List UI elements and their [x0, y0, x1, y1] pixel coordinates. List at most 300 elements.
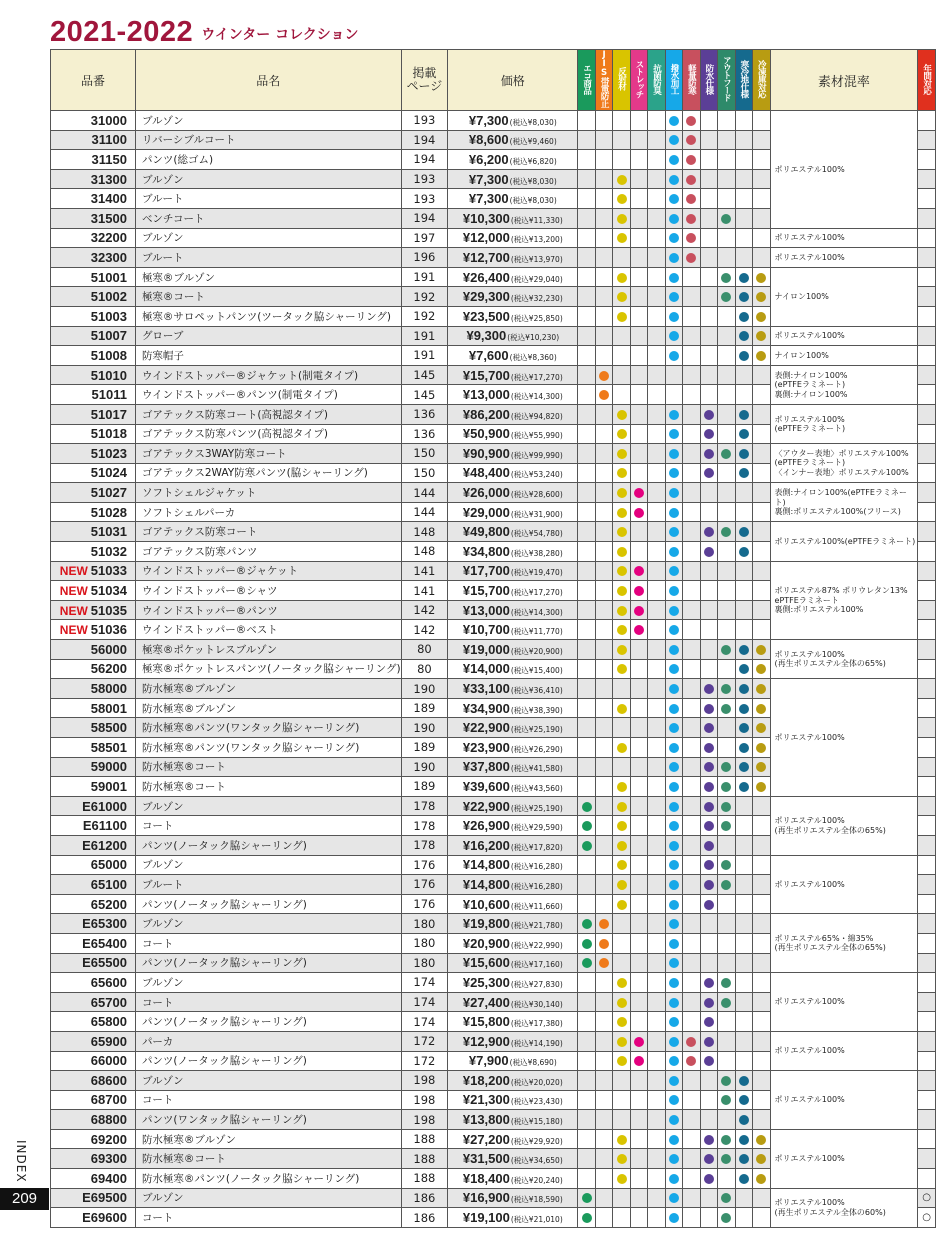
feature-cell — [665, 404, 682, 424]
feature-dot-icon — [617, 508, 627, 518]
feature-cell — [648, 444, 665, 464]
price: ¥90,900 — [462, 445, 510, 461]
product-name: 極寒®ブルゾン — [135, 267, 401, 287]
feature-cell — [595, 581, 612, 601]
feature-cell — [700, 600, 717, 620]
feature-cell — [735, 444, 752, 464]
product-name: コート — [135, 992, 401, 1012]
catalog-page: 144 — [401, 483, 448, 503]
tax-price: ¥8,690 — [527, 1058, 554, 1068]
tax-prefix: 税込 — [513, 470, 529, 480]
catalog-page: 191 — [401, 326, 448, 346]
feature-dot-icon — [599, 958, 609, 968]
year-round-cell — [918, 835, 936, 855]
year-round-cell — [918, 1129, 936, 1149]
tax-price: ¥8,030 — [527, 176, 554, 186]
material-line: ポリエステル100% — [774, 252, 845, 262]
feature-cell — [578, 1012, 595, 1032]
feature-cell — [683, 404, 700, 424]
feature-cell — [665, 620, 682, 640]
header-feature-label: エコ商品 — [581, 63, 592, 94]
feature-cell — [648, 522, 665, 542]
product-name: パンツ(ノータック脇シャーリング) — [135, 1051, 401, 1071]
tax-price: ¥53,240 — [528, 470, 560, 480]
feature-cell — [735, 169, 752, 189]
tax-prefix: 税込 — [513, 548, 529, 558]
year-round-cell — [918, 796, 936, 816]
tax-included-price: (税込¥20,240) — [510, 1175, 563, 1185]
price-cell — [448, 444, 578, 464]
tax-price: ¥54,780 — [528, 529, 560, 539]
feature-cell — [683, 385, 700, 405]
price: ¥26,900 — [462, 818, 510, 834]
catalog-page: 193 — [401, 169, 448, 189]
catalog-page: 192 — [401, 306, 448, 326]
price: ¥50,900 — [462, 426, 510, 442]
product-code: 51001 — [90, 269, 127, 285]
feature-cell — [683, 346, 700, 366]
feature-cell — [595, 640, 612, 660]
feature-cell — [735, 542, 752, 562]
price-cell — [448, 953, 578, 973]
feature-cell — [648, 816, 665, 836]
feature-cell — [578, 346, 595, 366]
feature-dot-icon — [756, 292, 766, 302]
feature-cell — [595, 894, 612, 914]
feature-dot-icon — [582, 841, 592, 851]
feature-cell — [578, 679, 595, 699]
feature-cell — [753, 679, 770, 699]
product-code: E61000 — [82, 798, 127, 814]
feature-cell — [630, 1208, 647, 1228]
feature-cell — [700, 738, 717, 758]
feature-cell — [735, 1169, 752, 1189]
feature-dot-icon — [617, 1174, 627, 1184]
feature-cell — [665, 835, 682, 855]
tax-included-price: (税込¥17,270) — [510, 372, 563, 382]
price-cell — [448, 816, 578, 836]
feature-cell — [700, 111, 717, 131]
product-code: E65500 — [82, 955, 127, 971]
table-body — [51, 111, 936, 1228]
feature-cell — [683, 1110, 700, 1130]
feature-cell — [630, 1051, 647, 1071]
feature-cell — [665, 875, 682, 895]
year-round-cell — [918, 150, 936, 170]
feature-cell — [648, 1090, 665, 1110]
product-code-cell — [51, 542, 136, 562]
tax-included-price: (税込¥25,190) — [510, 725, 563, 735]
feature-dot-icon — [756, 743, 766, 753]
material-line: ポリエステル65%・綿35% — [774, 933, 874, 943]
product-name: ゴアテックス3WAY防寒コート — [135, 444, 401, 464]
tax-price: ¥8,030 — [527, 196, 554, 206]
feature-cell — [630, 855, 647, 875]
feature-dot-icon — [669, 782, 679, 792]
feature-cell — [753, 796, 770, 816]
feature-cell — [718, 718, 735, 738]
feature-cell — [753, 1051, 770, 1071]
feature-dot-icon — [669, 1095, 679, 1105]
tax-price: ¥8,360 — [527, 352, 554, 362]
header-feature-label: 冷凍庫対応 — [756, 59, 767, 98]
price: ¥7,300 — [468, 191, 509, 207]
feature-cell — [665, 1129, 682, 1149]
feature-cell — [718, 1090, 735, 1110]
tax-prefix: 税込 — [513, 1175, 529, 1185]
feature-cell — [595, 169, 612, 189]
feature-cell — [718, 483, 735, 503]
feature-cell — [578, 1110, 595, 1130]
feature-cell — [718, 816, 735, 836]
feature-dot-icon — [634, 566, 644, 576]
feature-cell — [665, 640, 682, 660]
feature-cell — [578, 111, 595, 131]
feature-cell — [630, 463, 647, 483]
feature-dot-icon — [669, 566, 679, 576]
product-code-cell — [51, 1012, 136, 1032]
feature-cell — [595, 424, 612, 444]
year-round-cell — [918, 1110, 936, 1130]
feature-cell — [700, 522, 717, 542]
product-name: 防水極寒®パンツ(ワンタック脇シャーリング) — [135, 738, 401, 758]
year-round-cell — [918, 1012, 936, 1032]
feature-cell — [753, 1090, 770, 1110]
feature-cell — [735, 953, 752, 973]
product-code-cell — [51, 600, 136, 620]
feature-cell — [700, 816, 717, 836]
price: ¥18,400 — [462, 1170, 510, 1186]
feature-cell — [718, 894, 735, 914]
feature-dot-icon — [669, 214, 679, 224]
feature-cell — [700, 1129, 717, 1149]
product-code-cell — [51, 228, 136, 248]
feature-cell — [595, 738, 612, 758]
feature-cell — [630, 796, 647, 816]
price: ¥14,800 — [462, 857, 510, 873]
table-row — [51, 111, 936, 131]
feature-cell — [613, 698, 630, 718]
feature-cell — [595, 835, 612, 855]
tax-included-price: (税込¥18,590) — [510, 1195, 563, 1205]
feature-cell — [683, 267, 700, 287]
feature-dot-icon — [721, 704, 731, 714]
product-code: 68700 — [90, 1092, 127, 1108]
catalog-page: 191 — [401, 267, 448, 287]
price-cell — [448, 306, 578, 326]
feature-cell — [665, 228, 682, 248]
year-round-cell — [918, 640, 936, 660]
header-feature-0 — [578, 50, 595, 111]
header-page-line1: 掲載 — [412, 66, 437, 80]
product-name: ブルゾン — [135, 169, 401, 189]
tax-prefix: 税込 — [513, 1215, 529, 1225]
feature-cell — [700, 326, 717, 346]
feature-dot-icon — [617, 645, 627, 655]
product-code-cell — [51, 424, 136, 444]
feature-dot-icon — [686, 194, 696, 204]
feature-dot-icon — [739, 664, 749, 674]
product-name: ブルゾン — [135, 228, 401, 248]
feature-cell — [753, 522, 770, 542]
feature-dot-icon — [669, 194, 679, 204]
feature-dot-icon — [599, 919, 609, 929]
year-round-cell — [918, 502, 936, 522]
year-round-cell — [918, 620, 936, 640]
tax-included-price: (税込¥15,400) — [510, 666, 563, 676]
price-cell — [448, 1129, 578, 1149]
feature-cell — [648, 992, 665, 1012]
index-label: INDEX — [14, 1140, 28, 1183]
feature-cell — [718, 640, 735, 660]
year-round-cell — [918, 346, 936, 366]
catalog-page: 141 — [401, 581, 448, 601]
material-line: ポリエステル100%(ePTFEラミネート) — [774, 536, 916, 546]
feature-dot-icon — [617, 860, 627, 870]
feature-cell — [595, 287, 612, 307]
feature-cell — [578, 502, 595, 522]
price: ¥23,900 — [462, 739, 510, 755]
feature-cell — [595, 189, 612, 209]
feature-cell — [578, 894, 595, 914]
product-code: 51017 — [90, 406, 127, 422]
tax-included-price: (税込¥16,280) — [510, 862, 563, 872]
feature-cell — [700, 796, 717, 816]
product-code: 51036 — [90, 622, 127, 638]
header-feature-6 — [683, 50, 700, 111]
feature-cell — [718, 365, 735, 385]
tax-included-price: (税込¥11,660) — [510, 901, 563, 911]
feature-dot-icon — [669, 880, 679, 890]
header-feature-label: 撥水加工 — [668, 63, 679, 94]
feature-cell — [648, 483, 665, 503]
product-code-cell — [51, 718, 136, 738]
table-row — [51, 248, 936, 268]
tax-included-price: (税込¥32,230) — [510, 294, 563, 304]
feature-cell — [578, 424, 595, 444]
feature-cell — [613, 1188, 630, 1208]
feature-cell — [700, 992, 717, 1012]
tax-prefix: 税込 — [512, 1058, 528, 1068]
catalog-page: 178 — [401, 816, 448, 836]
feature-dot-icon — [669, 351, 679, 361]
feature-cell — [683, 1208, 700, 1228]
price-cell — [448, 189, 578, 209]
product-code-cell — [51, 561, 136, 581]
feature-cell — [735, 698, 752, 718]
feature-dot-icon — [669, 1174, 679, 1184]
feature-dot-icon — [739, 1076, 749, 1086]
feature-dot-icon — [739, 527, 749, 537]
feature-cell — [595, 933, 612, 953]
feature-cell — [630, 698, 647, 718]
product-code: 69200 — [90, 1131, 127, 1147]
year-round-cell — [918, 1031, 936, 1051]
feature-cell — [683, 835, 700, 855]
price-cell — [448, 287, 578, 307]
tax-prefix: 税込 — [513, 803, 529, 813]
feature-cell — [735, 914, 752, 934]
feature-cell — [665, 1149, 682, 1169]
feature-cell — [578, 326, 595, 346]
feature-cell — [648, 404, 665, 424]
feature-cell — [613, 679, 630, 699]
feature-cell — [718, 130, 735, 150]
feature-cell — [735, 463, 752, 483]
material-line: ポリエステル100% — [774, 1154, 845, 1164]
feature-cell — [665, 248, 682, 268]
feature-cell — [665, 855, 682, 875]
feature-dot-icon — [634, 586, 644, 596]
feature-cell — [700, 581, 717, 601]
tax-included-price: (税込¥34,650) — [510, 1156, 563, 1166]
price-cell — [448, 424, 578, 444]
feature-cell — [735, 228, 752, 248]
tax-price: ¥10,230 — [525, 333, 557, 343]
feature-cell — [613, 777, 630, 797]
year-round-cell — [918, 777, 936, 797]
price-cell — [448, 365, 578, 385]
feature-cell — [578, 463, 595, 483]
feature-cell — [665, 992, 682, 1012]
feature-cell — [578, 659, 595, 679]
feature-cell — [683, 1149, 700, 1169]
product-code: 56000 — [90, 641, 127, 657]
feature-cell — [648, 150, 665, 170]
feature-cell — [665, 581, 682, 601]
feature-dot-icon — [739, 331, 749, 341]
price-cell — [448, 933, 578, 953]
product-code: 31500 — [90, 210, 127, 226]
price: ¥22,900 — [462, 720, 510, 736]
feature-cell — [753, 444, 770, 464]
feature-cell — [700, 953, 717, 973]
feature-cell — [613, 287, 630, 307]
year-round-cell — [918, 228, 936, 248]
tax-prefix: 税込 — [513, 235, 529, 245]
feature-cell — [648, 169, 665, 189]
tax-price: ¥17,270 — [528, 372, 560, 382]
material-line: (ePTFEラミネート) — [774, 380, 846, 390]
feature-cell — [630, 111, 647, 131]
feature-cell — [753, 1031, 770, 1051]
tax-price: ¥55,990 — [528, 431, 560, 441]
product-code-cell — [51, 1110, 136, 1130]
product-code-cell — [51, 189, 136, 209]
table-row — [51, 1188, 936, 1208]
tax-included-price: (税込¥23,430) — [510, 1097, 563, 1107]
tax-prefix: 税込 — [513, 666, 529, 676]
product-code: 68600 — [90, 1072, 127, 1088]
feature-dot-icon — [634, 488, 644, 498]
feature-cell — [630, 346, 647, 366]
product-code-cell — [51, 698, 136, 718]
feature-cell — [700, 679, 717, 699]
price: ¥10,700 — [462, 622, 510, 638]
material-composition — [770, 855, 918, 914]
tax-included-price: (税込¥17,380) — [510, 1019, 563, 1029]
price-cell — [448, 267, 578, 287]
catalog-page: 148 — [401, 522, 448, 542]
price-cell — [448, 346, 578, 366]
feature-cell — [613, 385, 630, 405]
tax-price: ¥43,560 — [528, 783, 560, 793]
feature-cell — [595, 1071, 612, 1091]
header-feature-9 — [735, 50, 752, 111]
tax-included-price: (税込¥36,410) — [510, 686, 563, 696]
feature-cell — [665, 111, 682, 131]
feature-cell — [578, 1149, 595, 1169]
feature-cell — [613, 130, 630, 150]
feature-cell — [735, 346, 752, 366]
price: ¥7,600 — [468, 347, 509, 363]
product-code-cell — [51, 267, 136, 287]
feature-cell — [665, 542, 682, 562]
tax-price: ¥38,280 — [528, 548, 560, 558]
tax-included-price: (税込¥38,390) — [510, 705, 563, 715]
product-code: E65300 — [82, 916, 127, 932]
feature-cell — [578, 385, 595, 405]
feature-cell — [665, 816, 682, 836]
feature-cell — [648, 1012, 665, 1032]
feature-cell — [700, 1149, 717, 1169]
feature-dot-icon — [721, 1154, 731, 1164]
feature-cell — [648, 620, 665, 640]
year-round-cell — [918, 933, 936, 953]
product-code: 65100 — [90, 876, 127, 892]
feature-cell — [648, 502, 665, 522]
feature-dot-icon — [669, 508, 679, 518]
year-round-cell — [918, 1071, 936, 1091]
feature-cell — [753, 1071, 770, 1091]
product-name: 防水極寒®ブルゾン — [135, 1129, 401, 1149]
tax-price: ¥15,400 — [528, 666, 560, 676]
feature-cell — [665, 385, 682, 405]
feature-cell — [718, 522, 735, 542]
feature-cell — [753, 992, 770, 1012]
tax-included-price: (税込¥10,230) — [507, 333, 560, 343]
feature-dot-icon — [617, 900, 627, 910]
feature-cell — [665, 600, 682, 620]
tax-price: ¥17,380 — [528, 1019, 560, 1029]
feature-cell — [753, 502, 770, 522]
feature-dot-icon — [617, 410, 627, 420]
feature-cell — [753, 875, 770, 895]
feature-dot-icon — [739, 292, 749, 302]
feature-dot-icon — [704, 468, 714, 478]
feature-cell — [648, 1169, 665, 1189]
feature-cell — [648, 600, 665, 620]
tax-price: ¥20,900 — [528, 646, 560, 656]
catalog-page: 172 — [401, 1051, 448, 1071]
product-code: 68800 — [90, 1112, 127, 1128]
feature-cell — [683, 698, 700, 718]
product-code-cell — [51, 757, 136, 777]
material-line: (再生ポリエステル全体の60%) — [774, 1207, 886, 1217]
feature-cell — [753, 287, 770, 307]
catalog-page: 188 — [401, 1149, 448, 1169]
feature-cell — [700, 483, 717, 503]
feature-cell — [718, 875, 735, 895]
product-name: ウインドストッパー®パンツ(制電タイプ) — [135, 385, 401, 405]
year-round-cell — [918, 875, 936, 895]
feature-dot-icon — [669, 312, 679, 322]
feature-cell — [700, 561, 717, 581]
feature-cell — [718, 385, 735, 405]
feature-cell — [683, 718, 700, 738]
year-round-cell — [918, 424, 936, 444]
tax-prefix: 税込 — [513, 1097, 529, 1107]
